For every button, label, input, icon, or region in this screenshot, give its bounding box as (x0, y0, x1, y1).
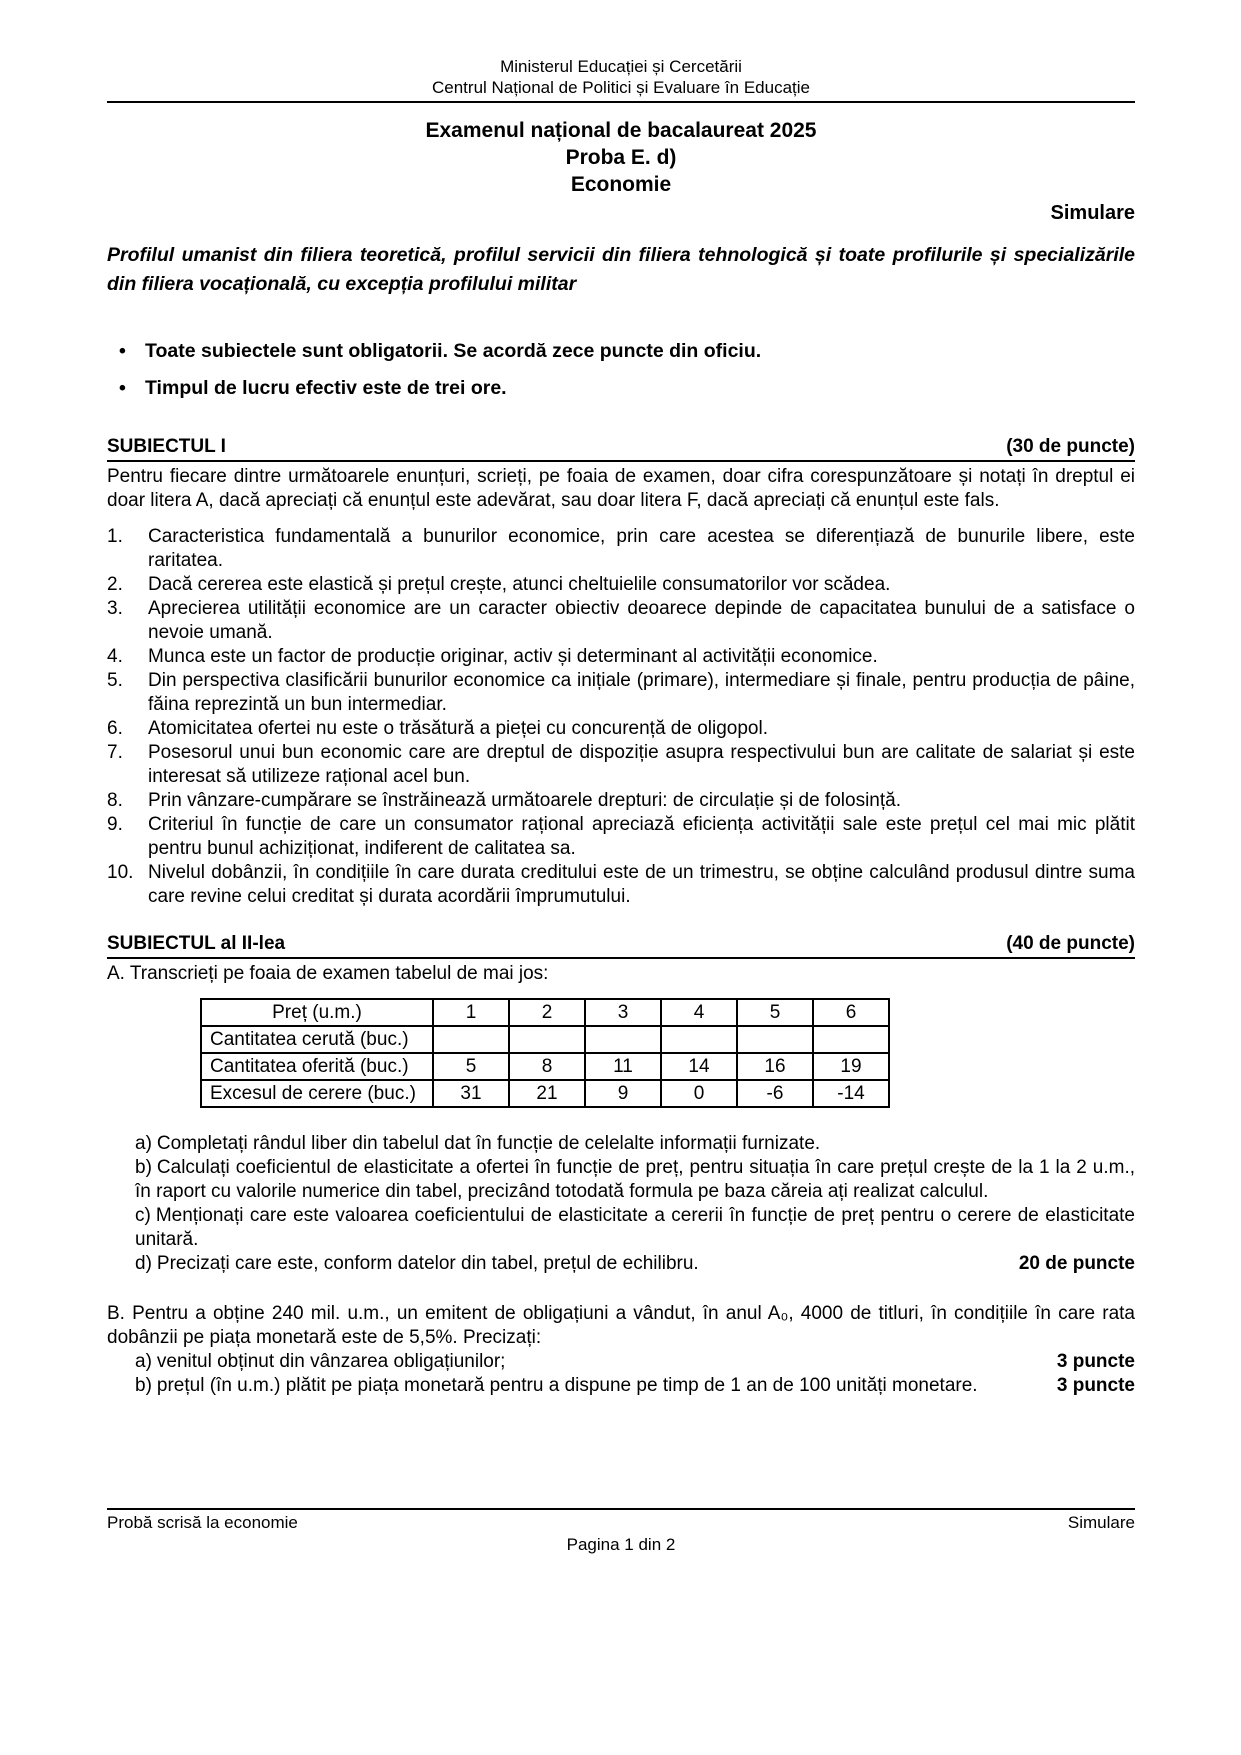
part-b-tasks (107, 1350, 1135, 1398)
table-cell (813, 1026, 889, 1053)
question-number: 9. (107, 814, 123, 835)
question-number: 4. (107, 646, 123, 667)
bullet-icon: • (119, 340, 126, 362)
note-item (107, 339, 1135, 363)
table-cell: 11 (585, 1053, 661, 1080)
part-a-tasks (107, 1132, 1135, 1276)
task-label: a) (135, 1351, 152, 1372)
table-row-supply (201, 1053, 889, 1080)
task-points: 20 de puncte (1018, 1253, 1135, 1274)
question-5 (107, 669, 1135, 717)
exam-proba: Proba E. d) (565, 146, 677, 169)
question-text: Munca este un factor de producție originar, activ și determinant al activității economice. (148, 646, 878, 667)
question-text: Caracteristica fundamentală a bunurilor economice, prin care acestea se diferențiază de bunurile libere, este raritatea. (148, 526, 1135, 571)
table-cell: 4 (661, 999, 737, 1026)
table-row-label: Cantitatea cerută (buc.) (201, 1026, 433, 1053)
question-text: Din perspectiva clasificării bunurilor economice ca inițiale (primare), intermediare și finale, pentru producția de pâine, făina reprezintă un bun intermediar. (148, 670, 1135, 715)
note-item (107, 376, 1135, 400)
question-number: 6. (107, 718, 123, 739)
subject1-heading (107, 434, 1135, 462)
task-label: c) (135, 1205, 151, 1226)
exam-title: Examenul național de bacalaureat 2025 (425, 119, 817, 142)
bullet-icon: • (119, 377, 126, 399)
subject2-part-a-intro: A. Transcrieți pe foaia de examen tabelul de mai jos: (107, 963, 549, 984)
question-number: 7. (107, 742, 123, 763)
table-row-label: Preț (u.m.) (201, 999, 433, 1026)
question-1 (107, 525, 1135, 573)
question-text: Aprecierea utilității economice are un caracter obiectiv deoarece depinde de capacitatea bunului de a satisface o nevoie umană. (148, 598, 1135, 643)
question-9 (107, 813, 1135, 861)
question-text: Atomicitatea ofertei nu este o trăsătură a pieței cu concurență de oligopol. (148, 718, 768, 739)
task-label: a) (135, 1133, 152, 1154)
task-text: Menționați care este valoarea coeficientului de elasticitate a cererii în funcție de preț pentru o cerere de elasticitate unitară. (135, 1205, 1135, 1250)
table-row-label: Excesul de cerere (buc.) (201, 1080, 433, 1107)
table-cell: 5 (737, 999, 813, 1026)
table-cell: 3 (585, 999, 661, 1026)
question-number: 5. (107, 670, 123, 691)
table-cell: 31 (433, 1080, 509, 1107)
question-text: Dacă cererea este elastică și prețul crește, atunci cheltuielile consumatorilor vor scădea. (148, 574, 891, 595)
document-footer (107, 1508, 1135, 1556)
table-cell: 16 (737, 1053, 813, 1080)
notes-list (107, 339, 1135, 400)
table-cell: 6 (813, 999, 889, 1026)
question-number: 8. (107, 790, 123, 811)
task-text: venitul obținut din vânzarea obligațiunilor; (156, 1351, 506, 1372)
page-number: Pagina 1 din 2 (566, 1535, 676, 1554)
task-text: prețul (în u.m.) plătit pe piața monetară pentru a dispune pe timp de 1 an de 100 unități monetare. (156, 1375, 978, 1396)
exam-subject: Economie (570, 173, 672, 196)
table-cell (433, 1026, 509, 1053)
task-label: b) (135, 1375, 152, 1396)
task-label: d) (135, 1253, 152, 1274)
question-number: 1. (107, 526, 123, 547)
subject2-part-b-intro: B. Pentru a obține 240 mil. u.m., un emitent de obligațiuni a vândut, în anul A₀, 4000 de titluri, în condițiile în care rata dobânzii pe piața monetară este de 5,5%. Precizați: (107, 1303, 1135, 1348)
task-d (107, 1252, 1135, 1276)
question-6 (107, 717, 1135, 741)
note-text: Timpul de lucru efectiv este de trei ore. (145, 377, 507, 399)
task-b (107, 1156, 1135, 1204)
table-cell: -6 (737, 1080, 813, 1107)
table-cell (737, 1026, 813, 1053)
title-block (107, 117, 1135, 198)
institution-name: Centrul Național de Politici și Evaluare în Educație (432, 78, 810, 97)
question-text: Criteriul în funcție de care un consumator rațional apreciază eficiența activității sale este prețul cel mai mic plătit pentru bunul achiziționat, indiferent de calitatea sa. (148, 814, 1135, 859)
note-text: Toate subiectele sunt obligatorii. Se acordă zece puncte din oficiu. (145, 340, 762, 362)
question-text: Posesorul unui bun economic care are dreptul de dispoziție asupra respectivului bun are calitate de salariat și este interesat să utilizeze rațional acel bun. (148, 742, 1135, 787)
question-4 (107, 645, 1135, 669)
section-title: SUBIECTUL al II-lea (107, 933, 286, 954)
table-cell: 2 (509, 999, 585, 1026)
task-b-a (107, 1350, 1135, 1374)
question-text: Nivelul dobânzii, în condițiile în care durata creditului este de un trimestru, se obține calculând produsul dintre suma care revine celui creditat și durata acordării împrumutului. (148, 862, 1135, 907)
question-number: 10. (107, 862, 134, 883)
task-text: Calculați coeficientul de elasticitate a ofertei în funcție de preț, pentru situația în care prețul crește de la 1 la 2 u.m., în raport cu valorile numerice din tabel, precizând totodată formula pe baza căreia ați realizat calculul. (135, 1157, 1135, 1202)
task-text: Precizați care este, conform datelor din tabel, prețul de echilibru. (156, 1253, 699, 1274)
table-cell (661, 1026, 737, 1053)
table-cell: 19 (813, 1053, 889, 1080)
question-list (107, 525, 1135, 909)
table-row-demand (201, 1026, 889, 1053)
question-number: 2. (107, 574, 123, 595)
table-cell (509, 1026, 585, 1053)
table-cell: 14 (661, 1053, 737, 1080)
price-quantity-table (200, 998, 890, 1108)
document-header (107, 56, 1135, 103)
task-a (107, 1132, 1135, 1156)
question-7 (107, 741, 1135, 789)
table-row-excess-demand (201, 1080, 889, 1107)
question-number: 3. (107, 598, 123, 619)
table-row-label: Cantitatea oferită (buc.) (201, 1053, 433, 1080)
table-cell: 5 (433, 1053, 509, 1080)
table-row-price (201, 999, 889, 1026)
section-title: SUBIECTUL I (107, 436, 226, 457)
footer-right-text: Simulare (1067, 1513, 1135, 1532)
task-points: 3 puncte (1056, 1375, 1135, 1396)
ministry-name: Ministerul Educației și Cercetării (500, 57, 742, 76)
page-content (107, 0, 1135, 1398)
section-points: (30 de puncte) (1006, 436, 1135, 457)
task-text: Completați rândul liber din tabelul dat în funcție de celelalte informații furnizate. (156, 1133, 821, 1154)
question-2 (107, 573, 1135, 597)
task-c (107, 1204, 1135, 1252)
table-cell: 1 (433, 999, 509, 1026)
profile-note: Profilul umanist din filiera teoretică, profilul servicii din filiera tehnologică și toate profilurile și specializările din filiera vocațională, cu excepția profilului militar (107, 244, 1135, 295)
question-text: Prin vânzare-cumpărare se înstrăinează următoarele drepturi: de circulație și de folosință. (148, 790, 901, 811)
subject2-heading (107, 931, 1135, 959)
question-10 (107, 861, 1135, 909)
task-points: 3 puncte (1056, 1351, 1135, 1372)
question-8 (107, 789, 1135, 813)
variant-label: Simulare (1050, 202, 1135, 224)
task-label: b) (135, 1157, 152, 1178)
footer-left-text: Probă scrisă la economie (107, 1513, 298, 1532)
section-points: (40 de puncte) (1006, 933, 1135, 954)
subject1-intro: Pentru fiecare dintre următoarele enunțuri, scrieți, pe foaia de examen, doar cifra corespunzătoare și notați în dreptul ei doar litera A, dacă apreciați că enunțul este adevărat, sau doar litera F, dacă apreciați că enunțul este fals. (107, 466, 1135, 511)
table-cell (585, 1026, 661, 1053)
table-cell: 21 (509, 1080, 585, 1107)
footer-line (107, 1508, 1135, 1534)
table-cell: 8 (509, 1053, 585, 1080)
table-cell: 0 (661, 1080, 737, 1107)
table-cell: -14 (813, 1080, 889, 1107)
task-b-b (107, 1374, 1135, 1398)
question-3 (107, 597, 1135, 645)
table-cell: 9 (585, 1080, 661, 1107)
